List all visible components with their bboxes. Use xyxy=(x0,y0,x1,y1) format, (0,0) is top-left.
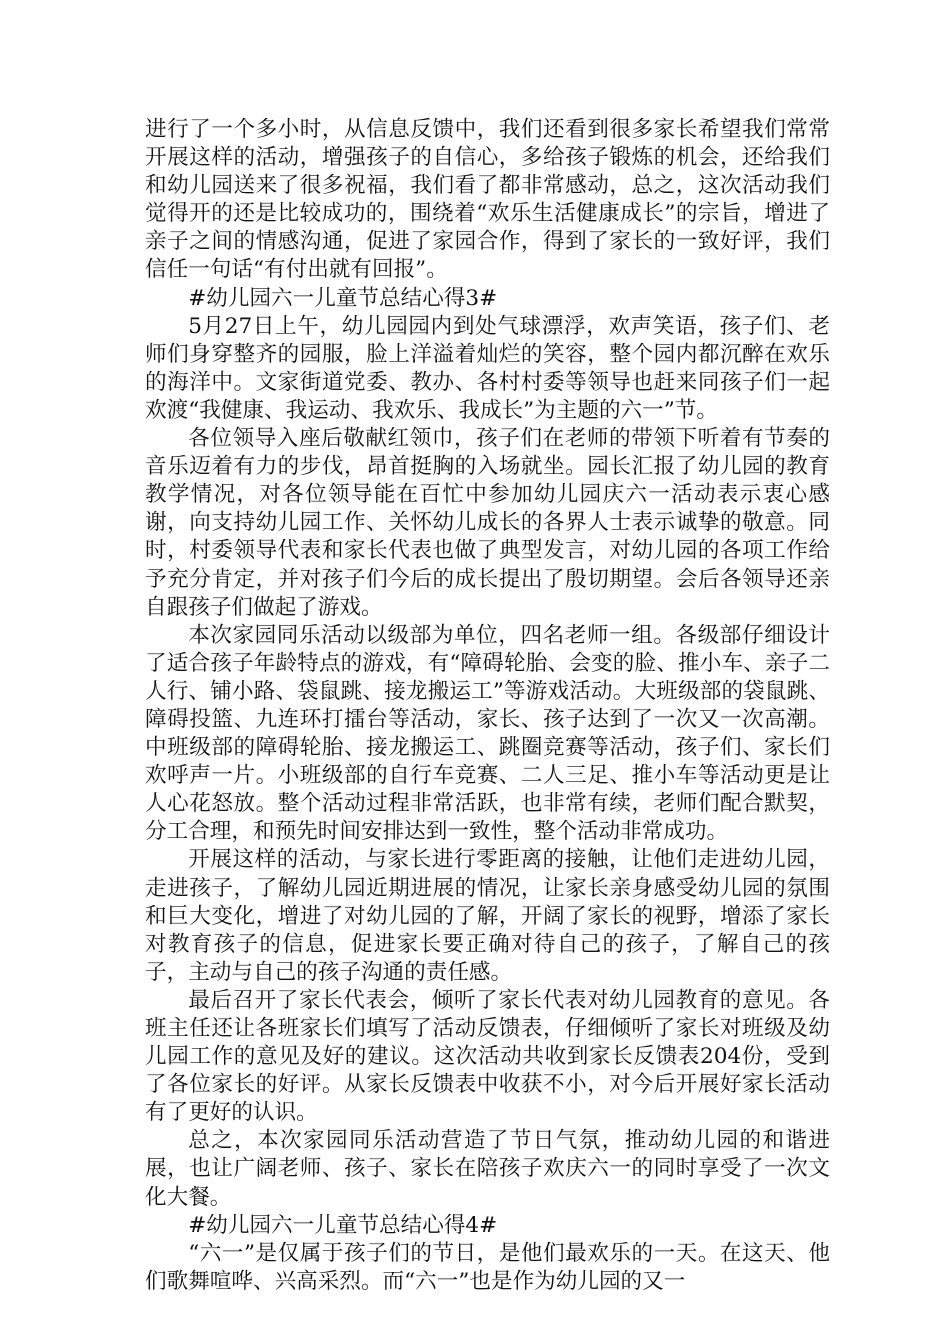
paragraph: 总之，本次家园同乐活动营造了节日气氛，推动幼儿园的和谐进展，也让广阔老师、孩子、家长在陪孩子欢庆六一的同时享受了一次文化大餐。 xyxy=(145,1128,830,1210)
paragraph: 本次家园同乐活动以级部为单位，四名老师一组。各级部仔细设计了适合孩子年龄特点的游戏，有“障碍轮胎、会变的脸、推小车、亲子二人行、铺小路、袋鼠跳、接龙搬运工”等游戏活动。大班级部的袋鼠跳、障碍投篮、九连环打擂台等活动，家长、孩子达到了一次又一次高潮。中班级部的障碍轮胎、接龙搬运工、跳圈竞赛等活动，孩子们、家长们欢呼声一片。小班级部的自行车竞赛、二人三足、推小车等活动更是让人心花怒放。整个活动过程非常活跃，也非常有续，老师们配合默契，分工合理，和预先时间安排达到一致性，整个活动非常成功。 xyxy=(145,622,830,845)
section-heading: #幼儿园六一儿童节总结心得3# xyxy=(188,285,498,311)
paragraph: 进行了一个多小时，从信息反馈中，我们还看到很多家长希望我们常常开展这样的活动，增强孩子的自信心，多给孩子锻炼的机会，还给我们和幼儿园送来了很多祝福，我们看了都非常感动，总之，这次活动我们觉得开的还是比较成功的，围绕着“欢乐生活健康成长”的宗旨，增进了亲子之间的情感沟通，促进了家园合作，得到了家长的一致好评，我们信任一句话“有付出就有回报”。 xyxy=(145,117,830,283)
paragraph: 开展这样的活动，与家长进行零距离的接触，让他们走进幼儿园，走进孩子，了解幼儿园近期进展的情况，让家长亲身感受幼儿园的氛围和巨大变化，增进了对幼儿园的了解，开阔了家长的视野，增添了家长对教育孩子的信息，促进家长要正确对待自己的孩子，了解自己的孩子，主动与自己的孩子沟通的责任感。 xyxy=(145,847,830,985)
paragraph: 最后召开了家长代表会，倾听了家长代表对幼儿园教育的意见。各班主任还让各班家长们填写了活动反馈表，仔细倾听了家长对班级及幼儿园工作的意见及好的建议。这次活动共收到家长反馈表204份，受到了各位家长的好评。从家长反馈表中收获不小，对今后开展好家长活动有了更好的认识。 xyxy=(145,987,830,1126)
paragraph: 5月27日上午，幼儿园园内到处气球漂浮，欢声笑语，孩子们、老师们身穿整齐的园服，脸上洋溢着灿烂的笑容，整个园内都沉醉在欢乐的海洋中。文家街道党委、教办、各村村委等领导也赶来同孩子们一起欢渡“我健康、我运动、我欢乐、我成长”为主题的六一”节。 xyxy=(145,313,830,423)
paragraph: 各位领导入座后敬献红领巾，孩子们在老师的带领下听着有节奏的音乐迈着有力的步伐，昂首挺胸的入场就坐。园长汇报了幼儿园的教育教学情况，对各位领导能在百忙中参加幼儿园庆六一活动表示衷心感谢，向支持幼儿园工作、关怀幼儿成长的各界人士表示诚挚的敬意。同时，村委领导代表和家长代表也做了典型发言，对幼儿园的各项工作给予充分肯定，并对孩子们今后的成长提出了殷切期望。会后各领导还亲自跟孩子们做起了游戏。 xyxy=(145,426,830,620)
document-body xyxy=(145,116,830,1296)
paragraph: “六一”是仅属于孩子们的节日，是他们最欢乐的一天。在这天、他们歌舞喧哗、兴高采烈。而“六一”也是作为幼儿园的又一 xyxy=(145,1240,830,1294)
section-heading: #幼儿园六一儿童节总结心得4# xyxy=(188,1212,498,1238)
